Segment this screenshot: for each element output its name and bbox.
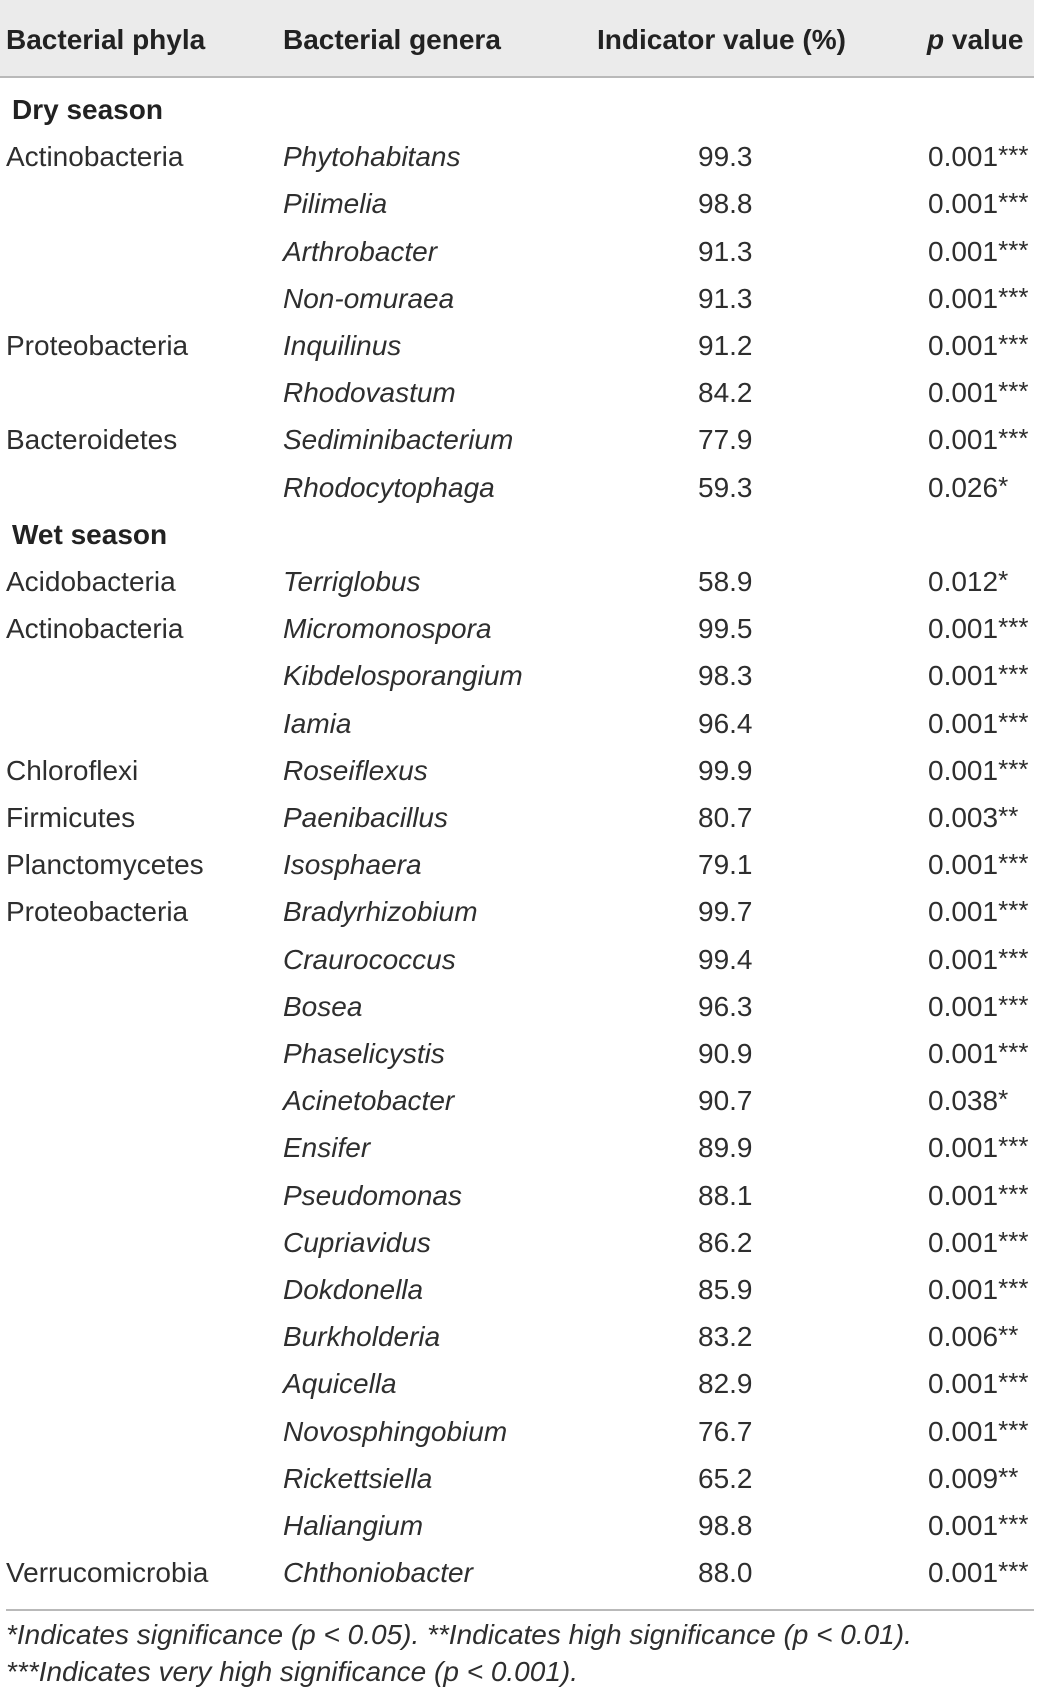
- table-row: [0, 1172, 1040, 1219]
- table-row: [0, 369, 1040, 416]
- genus-cell: Rhodovastum: [283, 377, 456, 409]
- significance-stars: ***: [998, 659, 1029, 690]
- p-value-number: 0.001: [928, 424, 999, 456]
- p-value-number: 0.009: [928, 1462, 999, 1494]
- significance-stars: ***: [998, 1131, 1029, 1162]
- p-value-number: 0.001: [928, 1368, 999, 1400]
- significance-stars: ***: [998, 140, 1029, 171]
- p-value-number: 0.001: [928, 1038, 999, 1069]
- p-value-cell: [928, 1368, 1028, 1400]
- section-row: [0, 86, 1040, 133]
- indicator-cell: 89.9: [698, 1132, 753, 1164]
- significance-stars: **: [998, 1320, 1019, 1351]
- genus-cell: Haliangium: [283, 1510, 424, 1541]
- p-value-cell: [928, 613, 1028, 645]
- significance-stars: ***: [998, 1273, 1029, 1303]
- indicator-cell: 98.8: [698, 188, 753, 220]
- genus-cell: Paenibacillus: [283, 802, 448, 833]
- significance-stars: ***: [998, 234, 1029, 265]
- significance-stars: ***: [998, 942, 1029, 973]
- table-row: [0, 936, 1040, 983]
- footer-divider: [6, 1609, 1034, 1611]
- p-value-number: 0.038: [928, 1085, 999, 1117]
- indicator-cell: 91.3: [698, 282, 753, 314]
- indicator-cell: 96.4: [698, 707, 753, 739]
- header-indicator: Indicator value (%): [597, 24, 846, 55]
- p-value-number: 0.001: [928, 1557, 999, 1589]
- p-value-cell: [928, 1180, 1028, 1212]
- p-value-cell: [928, 1321, 1018, 1353]
- genus-cell: Cupriavidus: [283, 1226, 431, 1258]
- significance-stars: *: [998, 1084, 1009, 1115]
- table-row: [0, 133, 1040, 180]
- genus-cell: Phaselicystis: [283, 1038, 445, 1069]
- genus-cell: Kibdelosporangium: [283, 660, 523, 692]
- phyla-cell: Proteobacteria: [6, 330, 189, 361]
- genus-cell: Sediminibacterium: [283, 424, 514, 456]
- indicator-cell: 98.8: [698, 1510, 753, 1541]
- genus-cell: Ensifer: [283, 1132, 371, 1164]
- indicator-cell: 65.2: [698, 1462, 753, 1494]
- table-row: [0, 1455, 1040, 1502]
- p-value-cell: [928, 991, 1028, 1023]
- indicator-cell: 91.3: [698, 235, 753, 267]
- indicator-cell: 59.3: [698, 471, 753, 503]
- table-row: [0, 464, 1040, 511]
- indicator-cell: 99.4: [698, 943, 753, 975]
- genus-cell: Bosea: [283, 990, 363, 1022]
- p-value-cell: [928, 566, 1008, 598]
- p-value-number: 0.001: [928, 1510, 999, 1541]
- significance-stars: ***: [998, 1178, 1029, 1209]
- significance-stars: ***: [998, 1225, 1029, 1256]
- p-value-number: 0.001: [928, 1132, 999, 1164]
- p-value-cell: [928, 283, 1028, 315]
- phyla-cell: Acidobacteria: [6, 566, 176, 597]
- indicator-cell: 99.7: [698, 896, 753, 928]
- p-value-cell: [928, 708, 1028, 740]
- significance-stars: ***: [998, 895, 1029, 926]
- significance-stars: *: [998, 565, 1009, 595]
- significance-stars: **: [998, 1461, 1019, 1492]
- significance-stars: ***: [998, 612, 1029, 643]
- p-value-number: 0.001: [928, 1179, 999, 1211]
- phyla-cell: Actinobacteria: [6, 141, 184, 173]
- genus-cell: Roseiflexus: [283, 754, 428, 786]
- table-row: [0, 275, 1040, 322]
- section-row: [0, 511, 1040, 558]
- phyla-cell: Bacteroidetes: [6, 424, 178, 456]
- table-row: [0, 1360, 1040, 1407]
- indicator-cell: 77.9: [698, 424, 753, 456]
- p-value-number: 0.001: [928, 377, 999, 409]
- p-value-number: 0.026: [928, 471, 999, 503]
- table-row: [0, 558, 1040, 605]
- table-row: [0, 605, 1040, 652]
- table-row: [0, 1219, 1040, 1266]
- indicator-cell: 99.9: [698, 754, 753, 786]
- indicator-cell: 91.2: [698, 330, 753, 361]
- p-value-number: 0.001: [928, 330, 999, 361]
- p-value-number: 0.001: [928, 896, 999, 928]
- p-value-number: 0.001: [928, 1274, 999, 1305]
- genus-cell: Non-omuraea: [283, 282, 455, 314]
- significance-stars: ***: [998, 187, 1029, 218]
- genus-cell: Micromonospora: [283, 613, 492, 645]
- p-value-cell: [928, 1132, 1028, 1164]
- p-value-cell: [928, 1274, 1028, 1306]
- table-row: [0, 700, 1040, 747]
- p-value-cell: [928, 1463, 1018, 1495]
- p-value-number: 0.001: [928, 235, 999, 267]
- p-value-cell: [928, 424, 1028, 456]
- table-row: [0, 1549, 1040, 1596]
- header-p-italic: p: [927, 24, 945, 55]
- indicator-cell: 88.0: [698, 1557, 753, 1589]
- table-row: [0, 1313, 1040, 1360]
- table-row: [0, 228, 1040, 275]
- section-label: Dry season: [12, 94, 163, 125]
- indicator-cell: 99.3: [698, 141, 753, 173]
- section-label: Wet season: [12, 518, 168, 550]
- genus-cell: Dokdonella: [283, 1274, 424, 1305]
- phyla-cell: Proteobacteria: [6, 896, 189, 928]
- significance-stars: ***: [998, 1556, 1029, 1587]
- table-row: [0, 747, 1040, 794]
- genus-cell: Rickettsiella: [283, 1462, 433, 1494]
- p-value-number: 0.001: [928, 1226, 999, 1258]
- genus-cell: Acinetobacter: [283, 1085, 455, 1117]
- p-value-number: 0.001: [928, 1415, 999, 1447]
- significance-stars: *: [998, 470, 1009, 501]
- p-value-cell: [928, 755, 1028, 787]
- p-value-number: 0.001: [928, 707, 999, 739]
- phyla-cell: Verrucomicrobia: [6, 1557, 209, 1589]
- genus-cell: Inquilinus: [283, 330, 402, 361]
- indicator-cell: 88.1: [698, 1179, 753, 1211]
- significance-stars: ***: [998, 706, 1029, 737]
- table-row: [0, 1030, 1040, 1077]
- phyla-cell: Chloroflexi: [6, 754, 139, 786]
- phyla-cell: Firmicutes: [6, 802, 136, 833]
- p-value-cell: [928, 377, 1028, 409]
- significance-stars: ***: [998, 1037, 1029, 1067]
- p-value-cell: [928, 1416, 1028, 1448]
- p-value-number: 0.001: [928, 282, 999, 314]
- genus-cell: Isosphaera: [283, 849, 422, 881]
- indicator-cell: 99.5: [698, 613, 753, 645]
- genus-cell: Craurococcus: [283, 943, 456, 975]
- p-value-cell: [928, 1557, 1028, 1589]
- indicator-cell: 82.9: [698, 1368, 753, 1400]
- p-value-number: 0.001: [928, 613, 999, 645]
- significance-stars: ***: [998, 329, 1029, 359]
- table-row: [0, 652, 1040, 699]
- table-footnote: [6, 1616, 1034, 1690]
- genus-cell: Aquicella: [283, 1368, 397, 1400]
- significance-stars: ***: [998, 989, 1029, 1020]
- p-value-number: 0.001: [928, 754, 999, 786]
- table-row: [0, 322, 1040, 369]
- table-row: [0, 1077, 1040, 1124]
- p-value-cell: [928, 141, 1028, 173]
- p-value-cell: [928, 1038, 1028, 1070]
- table-row: [0, 1124, 1040, 1171]
- genus-cell: Arthrobacter: [283, 235, 438, 267]
- phyla-cell: Actinobacteria: [6, 613, 184, 645]
- genus-cell: Bradyrhizobium: [283, 896, 478, 928]
- header-phyla: Bacterial phyla: [6, 24, 206, 55]
- genus-cell: Burkholderia: [283, 1321, 441, 1353]
- table-row: [0, 1502, 1040, 1549]
- p-value-cell: [928, 472, 1008, 504]
- indicator-cell: 58.9: [698, 566, 753, 597]
- p-value-number: 0.001: [928, 990, 999, 1022]
- indicator-cell: 83.2: [698, 1321, 753, 1353]
- footnote-line-1: *Indicates significance (p < 0.05). **Indicates high significance (p < 0.01).: [6, 1619, 912, 1650]
- table-row: [0, 180, 1040, 227]
- table-row: [0, 983, 1040, 1030]
- significance-stars: **: [998, 801, 1019, 831]
- p-value-cell: [928, 1510, 1028, 1542]
- p-value-cell: [928, 849, 1028, 881]
- genus-cell: Terriglobus: [283, 566, 421, 597]
- p-value-number: 0.001: [928, 849, 999, 881]
- table-row: [0, 841, 1040, 888]
- footnote-line-2: ***Indicates very high significance (p < 0.001).: [6, 1656, 578, 1687]
- p-value-number: 0.001: [928, 141, 999, 173]
- p-value-cell: [928, 660, 1028, 692]
- genus-cell: Rhodocytophaga: [283, 471, 495, 503]
- table-row: [0, 1266, 1040, 1313]
- genus-cell: Pseudomonas: [283, 1179, 463, 1211]
- p-value-number: 0.012: [928, 566, 999, 597]
- genus-cell: Pilimelia: [283, 188, 388, 220]
- p-value-number: 0.001: [928, 943, 999, 975]
- indicator-cell: 79.1: [698, 849, 753, 881]
- indicator-cell: 98.3: [698, 660, 753, 692]
- significance-stars: ***: [998, 1367, 1029, 1398]
- table-header: [0, 0, 1034, 78]
- significance-stars: ***: [998, 1509, 1029, 1539]
- indicator-cell: 90.9: [698, 1038, 753, 1069]
- genus-cell: Phytohabitans: [283, 141, 461, 173]
- header-p-rest: value: [944, 24, 1024, 55]
- p-value-cell: [928, 944, 1028, 976]
- p-value-cell: [928, 330, 1028, 362]
- significance-stars: ***: [998, 1414, 1029, 1445]
- header-p-value: [927, 24, 1024, 56]
- p-value-cell: [928, 802, 1018, 834]
- significance-stars: ***: [998, 376, 1029, 407]
- p-value-number: 0.006: [928, 1321, 999, 1353]
- table-row: [0, 794, 1040, 841]
- significance-stars: ***: [998, 281, 1029, 312]
- significance-stars: ***: [998, 753, 1029, 784]
- indicator-cell: 76.7: [698, 1415, 753, 1447]
- table-row: [0, 416, 1040, 463]
- genus-cell: Novosphingobium: [283, 1415, 508, 1447]
- indicator-cell: 80.7: [698, 802, 753, 833]
- significance-stars: ***: [998, 423, 1029, 454]
- indicator-cell: 85.9: [698, 1274, 753, 1305]
- significance-stars: ***: [998, 848, 1029, 879]
- p-value-cell: [928, 896, 1028, 928]
- p-value-number: 0.001: [928, 188, 999, 220]
- indicator-cell: 96.3: [698, 990, 753, 1022]
- genus-cell: Chthoniobacter: [283, 1557, 473, 1589]
- indicator-cell: 84.2: [698, 377, 753, 409]
- phyla-cell: Planctomycetes: [6, 849, 204, 881]
- indicator-cell: 86.2: [698, 1226, 753, 1258]
- p-value-cell: [928, 188, 1028, 220]
- indicator-cell: 90.7: [698, 1085, 753, 1117]
- table-row: [0, 888, 1040, 935]
- p-value-number: 0.001: [928, 660, 999, 692]
- table-row: [0, 1408, 1040, 1455]
- p-value-number: 0.003: [928, 802, 999, 833]
- genus-cell: Iamia: [283, 707, 352, 739]
- p-value-cell: [928, 1085, 1008, 1117]
- p-value-cell: [928, 236, 1028, 268]
- header-genera: Bacterial genera: [283, 24, 501, 55]
- p-value-cell: [928, 1227, 1028, 1259]
